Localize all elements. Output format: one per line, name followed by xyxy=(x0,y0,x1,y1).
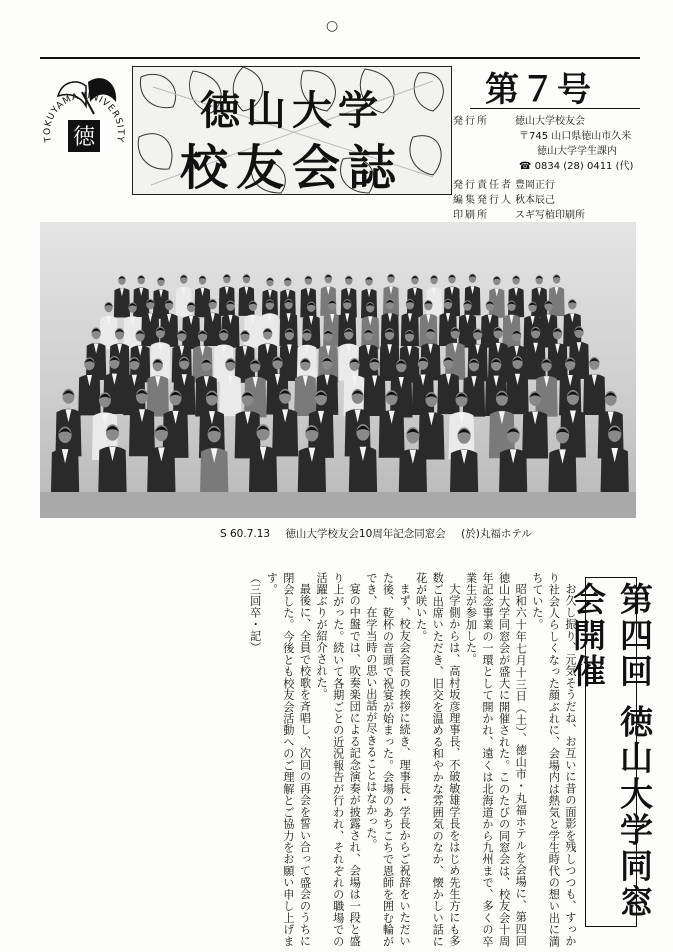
issuer-label: 発行所 xyxy=(453,116,489,127)
caption-place: (於)丸福ホテル xyxy=(461,528,532,540)
emblem-ring-text: TOKUYAMA UNIVERSITY xyxy=(42,91,126,144)
phone-number: ☎ 0834 (28) 0411 (代) xyxy=(519,161,634,172)
responsible-name: 豊岡正行 xyxy=(515,180,555,191)
article-paragraph: 最後に、全員で校歌を斉唱し、次回の再会を誓い合って盛会のうちに閉会した。今後とも校友会活動へのご理解とご協力をお願い申し上げます。 xyxy=(265,572,312,947)
issue-number: 第７号 xyxy=(485,70,593,110)
issuer-name: 徳山大学校友会 xyxy=(515,116,585,127)
top-mark: ○ xyxy=(326,18,339,34)
publisher-info xyxy=(453,114,663,223)
publication-title-line-2: 校友会誌 xyxy=(179,140,404,195)
caption-event: 徳山大学校友会10周年記念同窓会 xyxy=(285,528,446,540)
editor-label: 編集発行人 xyxy=(453,195,513,206)
university-emblem xyxy=(42,62,126,192)
editor-name: 秋本辰己 xyxy=(515,195,555,206)
address-line-1: 〒745 山口県徳山市久米 xyxy=(519,131,632,142)
editor-row xyxy=(453,193,663,208)
article-credit: （三回卒・記） xyxy=(248,572,262,654)
photo-floor xyxy=(40,492,636,518)
group-photo xyxy=(40,222,636,518)
article-paragraph: 宴の中盤では、吹奏楽団による記念演奏が披露され、会場は一段と盛り上がった。続いて各期ごとの近況報告が行われ、それぞれの職場での活躍ぶりが紹介された。 xyxy=(315,572,362,947)
article-paragraph: 昭和六十年七月十三日（土）、徳山市・丸福ホテルを会場に、第四回徳山大学同窓会が盛大に開催された。このたびの同窓会は、校友会十周年記念事業の一環として開かれ、遠くは北海道から九州まで、多くの卒業生が参加した。 xyxy=(464,572,528,947)
issuer-row xyxy=(453,114,663,129)
article-headline: 第四回 徳山大学同窓会開催 xyxy=(585,577,637,927)
responsible-row xyxy=(453,178,663,193)
printer-row xyxy=(453,208,663,223)
article-paragraph: お久し振り、元気そうだね、お互いに昔の面影を残しつつも、すっかり社会人らしくなった顔ぶれに、会場内は熱気と学生時代の想い出に満ちていた。 xyxy=(530,572,577,947)
photo-caption xyxy=(220,526,544,541)
top-rule xyxy=(40,57,640,59)
caption-date: S 60.7.13 xyxy=(220,528,271,540)
issue-rule xyxy=(470,108,640,109)
printer-label: 印刷所 xyxy=(453,210,489,221)
emblem-char: 徳 xyxy=(72,125,96,150)
address-line-2: 徳山大学学生課内 xyxy=(537,146,617,157)
publication-title-line-1: 徳山大学 xyxy=(200,87,384,134)
responsible-label: 発行責任者 xyxy=(453,180,513,191)
article-paragraph: 大学側からは、高村坂彦理事長、不破敏雄学長をはじめ先生方にも多数ご出席いただき、旧交を温める和やかな雰囲気のなか、懐かしい話に花が咲いた。 xyxy=(414,572,461,947)
article-paragraph: まず、校友会会長の挨拶に続き、理事長・学長からご祝辞をいただいた後、乾杯の音頭で祝宴が始まった。会場のあちこちで恩師を囲む輪ができ、在学当時の思い出話が尽きることはなかった。 xyxy=(364,572,412,947)
printer-name: スギ写植印刷所 xyxy=(515,210,585,221)
title-block xyxy=(132,66,452,195)
article-body xyxy=(46,572,578,947)
